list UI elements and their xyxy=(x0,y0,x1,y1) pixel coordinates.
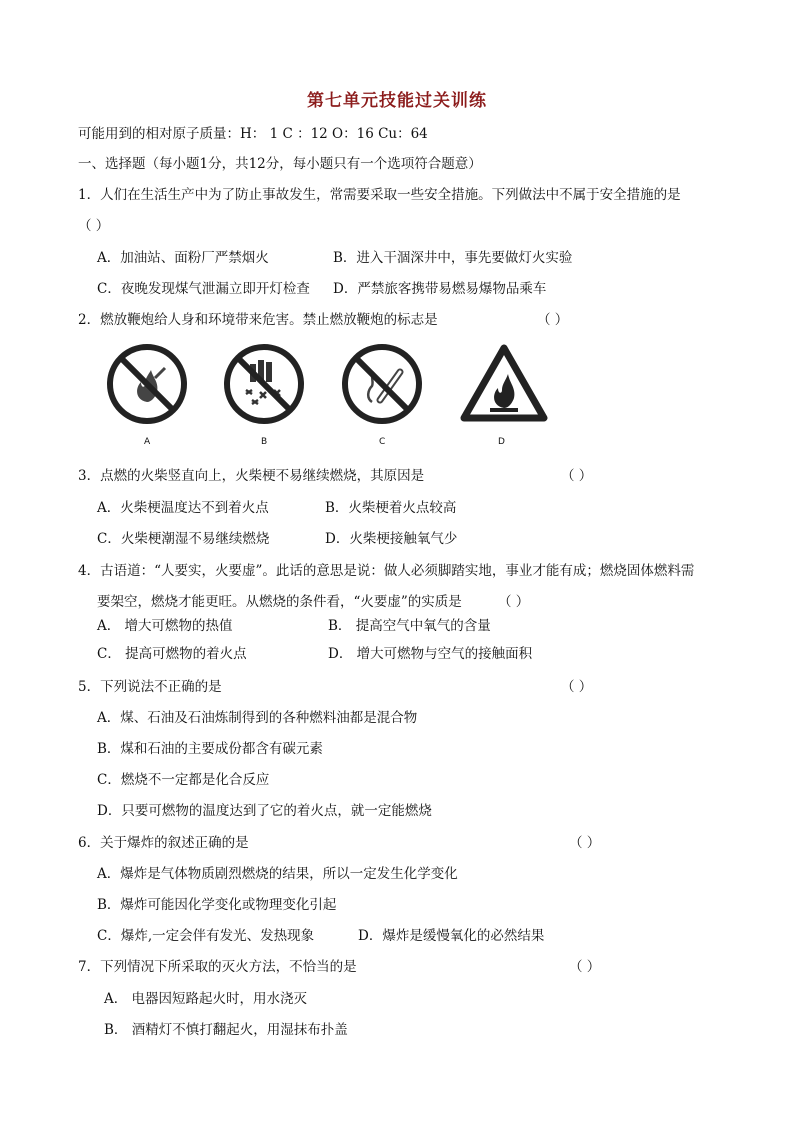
q5-option-a: A．煤、石油及石油炼制得到的各种燃料油都是混合物 xyxy=(97,710,418,726)
q4-option-d: D． 增大可燃物与空气的接触面积 xyxy=(328,646,533,662)
q3-option-b: B．火柴梗着火点较高 xyxy=(325,500,457,516)
q5-option-b: B．煤和石油的主要成份都含有碳元素 xyxy=(97,741,323,757)
q4-stem-line1: 4．古语道：“人要实，火要虚”。此话的意思是说：做人必须脚踏实地，事业才能有成；燃烧固体燃料需 xyxy=(78,563,695,579)
q2-label-a: A xyxy=(144,437,151,447)
q1-option-c: C．夜晚发现煤气泄漏立即开灯检查 xyxy=(97,281,310,297)
q1-option-d: D．严禁旅客携带易燃易爆物品乘车 xyxy=(333,281,547,297)
q3-stem: 3．点燃的火柴竖直向上，火柴梗不易继续燃烧，其原因是 xyxy=(78,468,425,484)
q6-stem: 6．关于爆炸的叙述正确的是 xyxy=(78,835,249,851)
q6-option-d: D．爆炸是缓慢氧化的必然结果 xyxy=(358,928,545,944)
q5-option-d: D．只要可燃物的温度达到了它的着火点，就一定能燃烧 xyxy=(97,803,432,819)
no-smoking-icon xyxy=(340,342,424,426)
q4-option-b: B． 提高空气中氧气的含量 xyxy=(328,618,491,634)
q7-stem: 7．下列情况下所采取的灭火方法，不恰当的是 xyxy=(78,959,357,975)
q2-label-c: C xyxy=(379,437,386,447)
atomic-mass-note: 可能用到的相对原子质量：H： 1 C ：12 O：16 Cu：64 xyxy=(78,126,428,142)
q2-label-b: B xyxy=(261,437,268,447)
q2-label-d: D xyxy=(498,437,505,447)
q7-option-a: A． 电器因短路起火时，用水浇灭 xyxy=(104,991,308,1007)
q1-stem: 1．人们在生活生产中为了防止事故发生，常需要采取一些安全措施。下列做法中不属于安全措施的是 xyxy=(78,187,681,203)
no-firecrackers-icon xyxy=(222,342,306,426)
q3-option-c: C．火柴梗潮湿不易继续燃烧 xyxy=(97,531,270,547)
q6-answer-paren: （ ） xyxy=(569,835,601,851)
q3-option-d: D．火柴梗接触氧气少 xyxy=(325,531,458,547)
q5-option-c: C．燃烧不一定都是化合反应 xyxy=(97,772,270,788)
q3-answer-paren: （ ） xyxy=(561,468,593,484)
q3-option-a: A．火柴梗温度达不到着火点 xyxy=(97,500,269,516)
q1-answer-paren: （ ） xyxy=(78,218,110,234)
q4-answer-paren: （ ） xyxy=(498,594,530,610)
q6-option-b: B．爆炸可能因化学变化或物理变化引起 xyxy=(97,897,337,913)
q5-answer-paren: （ ） xyxy=(561,679,593,695)
flammable-warning-icon xyxy=(460,344,548,424)
q7-answer-paren: （ ） xyxy=(569,959,601,975)
no-fire-icon xyxy=(105,342,189,426)
page-title: 第七单元技能过关训练 xyxy=(307,91,487,111)
q7-option-b: B． 酒精灯不慎打翻起火，用湿抹布扑盖 xyxy=(104,1022,348,1038)
q4-option-a: A． 增大可燃物的热值 xyxy=(97,618,233,634)
q6-option-a: A．爆炸是气体物质剧烈燃烧的结果，所以一定发生化学变化 xyxy=(97,866,458,882)
q6-option-c: C．爆炸,一定会伴有发光、发热现象 xyxy=(97,928,315,944)
q4-stem-line2: 要架空，燃烧才能更旺。从燃烧的条件看，“火要虚”的实质是 xyxy=(97,594,462,610)
section-heading: 一、选择题（每小题1分，共12分，每小题只有一个选项符合题意） xyxy=(78,156,482,172)
q2-answer-paren: （ ） xyxy=(537,312,569,328)
q4-option-c: C． 提高可燃物的着火点 xyxy=(97,646,247,662)
q5-stem: 5．下列说法不正确的是 xyxy=(78,679,222,695)
q2-stem: 2．燃放鞭炮给人身和环境带来危害。禁止燃放鞭炮的标志是 xyxy=(78,312,438,328)
q1-option-a: A．加油站、面粉厂严禁烟火 xyxy=(97,250,269,266)
q1-option-b: B．进入干涸深井中，事先要做灯火实验 xyxy=(333,250,573,266)
